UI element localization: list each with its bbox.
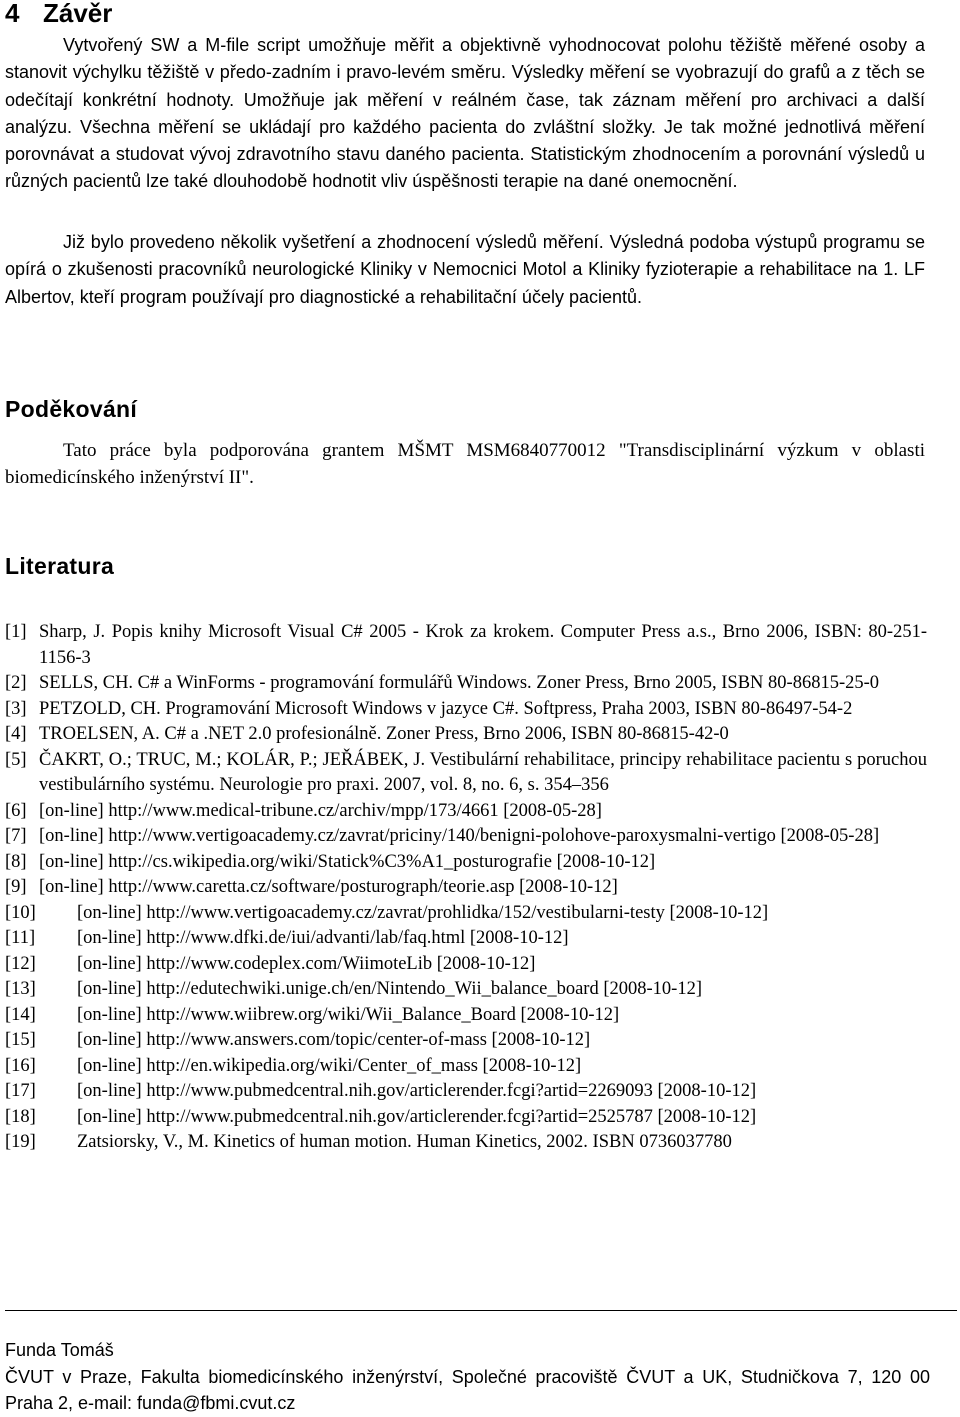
- reference-text: [on-line] http://www.pubmedcentral.nih.gov/articlerender.fcgi?artid=2269093 [2008-10-12]: [77, 1081, 757, 1101]
- reference-item: [5, 875, 927, 901]
- reference-label: [6]: [5, 800, 27, 821]
- section-number: 4: [5, 0, 20, 28]
- reference-item: [5, 952, 927, 978]
- reference-item: [5, 1003, 927, 1029]
- reference-label: [5]: [5, 749, 27, 770]
- author-affiliation: ČVUT v Praze, Fakulta biomedicínského inženýrství, Společné pracoviště ČVUT a UK, Studničkova 7, 120 00 Praha 2, e-mail: funda@fbmi.cvut.cz: [5, 1367, 930, 1413]
- section-title: Závěr: [43, 0, 113, 28]
- reference-label: [15]: [5, 1030, 36, 1050]
- reference-text: [on-line] http://www.pubmedcentral.nih.gov/articlerender.fcgi?artid=2525787 [2008-10-12]: [77, 1106, 757, 1127]
- reference-label: [19]: [5, 1132, 36, 1152]
- reference-label: [3]: [5, 698, 27, 719]
- reference-item: [5, 671, 927, 697]
- reference-label: [1]: [5, 622, 27, 642]
- reference-item: [5, 620, 927, 671]
- reference-label: [9]: [5, 877, 27, 897]
- reference-item: [5, 748, 927, 799]
- reference-item: [5, 824, 927, 850]
- reference-text: [on-line] http://www.vertigoacademy.cz/zavrat/priciny/140/benigni-polohove-paroxysmalni-vertigo [2008-05-28]: [39, 826, 880, 846]
- reference-item: [5, 1130, 927, 1156]
- reference-item: [5, 799, 927, 825]
- reference-label: [14]: [5, 1004, 36, 1025]
- conclusion-paragraph-2: Již bylo provedeno několik vyšetření a zhodnocení výsledů měření. Výsledná podoba výstupů programu se opírá o zkušenosti pracovníků neurologické Kliniky v Nemocnici Motol a Kliniky fyzioterapie a rehabilitace na 1. LF Albertov, kteří program používají pro diagnostické a rehabilitační účely pacientů.: [5, 232, 925, 307]
- reference-label: [12]: [5, 953, 36, 974]
- reference-item: [5, 1105, 927, 1131]
- reference-label: [10]: [5, 902, 36, 923]
- acknowledgement-text: Tato práce byla podporována grantem MŠMT MSM6840770012 "Transdisciplinární výzkum v oblasti biomedicínského inženýrství II".: [5, 440, 925, 488]
- reference-label: [11]: [5, 928, 36, 948]
- reference-label: [13]: [5, 979, 36, 999]
- reference-text: ČAKRT, O.; TRUC, M.; KOLÁR, P.; JEŘÁBEK, J. Vestibulární rehabilitace, principy rehabilitace pacientu s poruchou vestibulárního systému. Neurologie pro praxi. 2007, vol. 8, no. 6, s. 354–356: [39, 749, 927, 795]
- reference-item: [5, 1028, 927, 1054]
- literature-heading: Literatura: [5, 553, 115, 579]
- reference-item: [5, 1079, 927, 1105]
- reference-text: [on-line] http://www.medical-tribune.cz/archiv/mpp/173/4661 [2008-05-28]: [39, 800, 602, 821]
- reference-list: [5, 620, 927, 1156]
- reference-label: [4]: [5, 724, 27, 744]
- reference-item: [5, 1054, 927, 1080]
- footnote-divider: [5, 1310, 957, 1311]
- reference-text: [on-line] http://en.wikipedia.org/wiki/Center_of_mass [2008-10-12]: [77, 1055, 582, 1076]
- reference-text: [on-line] http://www.answers.com/topic/center-of-mass [2008-10-12]: [77, 1030, 591, 1050]
- reference-item: [5, 722, 927, 748]
- reference-text: [on-line] http://www.dfki.de/iui/advanti/lab/faq.html [2008-10-12]: [77, 928, 569, 948]
- reference-label: [18]: [5, 1106, 36, 1127]
- conclusion-paragraph-1: Vytvořený SW a M-file script umožňuje měřit a objektivně vyhodnocovat polohu těžiště měřené osoby a stanovit výchylku těžiště v předo-zadním i pravo-levém směru. Výsledky měření se vyobrazují do grafů a z těch se odečítají konkrétní hodnoty. Umožňuje jak měření v reálném čase, tak záznam měření pro archivaci a další analýzu. Všechna měření se ukládají pro každého pacienta do zvláštní složky. Je tak možné jednotlivá měření porovnávat a studovat vývoj zdravotního stavu daného pacienta. Statistickým zhodnocením a porovnání výsledů u různých pacientů lze také dlouhodobě hodnotit vliv úspěšnosti terapie na dané onemocnění.: [5, 35, 925, 192]
- reference-item: [5, 977, 927, 1003]
- reference-item: [5, 901, 927, 927]
- reference-label: [17]: [5, 1081, 36, 1101]
- reference-item: [5, 697, 927, 723]
- reference-label: [16]: [5, 1055, 36, 1076]
- reference-text: PETZOLD, CH. Programování Microsoft Windows v jazyce C#. Softpress, Praha 2003, ISBN 80-86497-54-2: [39, 698, 853, 719]
- reference-text: [on-line] http://edutechwiki.unige.ch/en/Nintendo_Wii_balance_board [2008-10-12]: [77, 979, 702, 999]
- reference-text: Sharp, J. Popis knihy Microsoft Visual C# 2005 - Krok za krokem. Computer Press a.s., Brno 2006, ISBN: 80-251-1156-3: [39, 622, 927, 668]
- author-name: Funda Tomáš: [5, 1340, 114, 1360]
- reference-text: [on-line] http://www.wiibrew.org/wiki/Wii_Balance_Board [2008-10-12]: [77, 1004, 620, 1025]
- reference-label: [7]: [5, 826, 27, 846]
- reference-label: [8]: [5, 851, 27, 872]
- reference-item: [5, 926, 927, 952]
- section-heading: [5, 0, 112, 29]
- reference-item: [5, 850, 927, 876]
- reference-text: [on-line] http://cs.wikipedia.org/wiki/Statick%C3%A1_posturografie [2008-10-12]: [39, 851, 656, 872]
- reference-text: SELLS, CH. C# a WinForms - programování formulářů Windows. Zoner Press, Brno 2005, ISBN 80-86815-25-0: [39, 673, 880, 693]
- reference-text: [on-line] http://www.codeplex.com/WiimoteLib [2008-10-12]: [77, 953, 536, 974]
- acknowledgement-heading: Poděkování: [5, 396, 138, 422]
- reference-text: [on-line] http://www.caretta.cz/software/posturograph/teorie.asp [2008-10-12]: [39, 877, 618, 897]
- reference-label: [2]: [5, 673, 27, 693]
- reference-text: Zatsiorsky, V., M. Kinetics of human motion. Human Kinetics, 2002. ISBN 0736037780: [77, 1132, 732, 1152]
- reference-text: TROELSEN, A. C# a .NET 2.0 profesionálně. Zoner Press, Brno 2006, ISBN 80-86815-42-0: [39, 724, 729, 744]
- reference-text: [on-line] http://www.vertigoacademy.cz/zavrat/prohlidka/152/vestibularni-testy [2008-10-12]: [77, 902, 769, 923]
